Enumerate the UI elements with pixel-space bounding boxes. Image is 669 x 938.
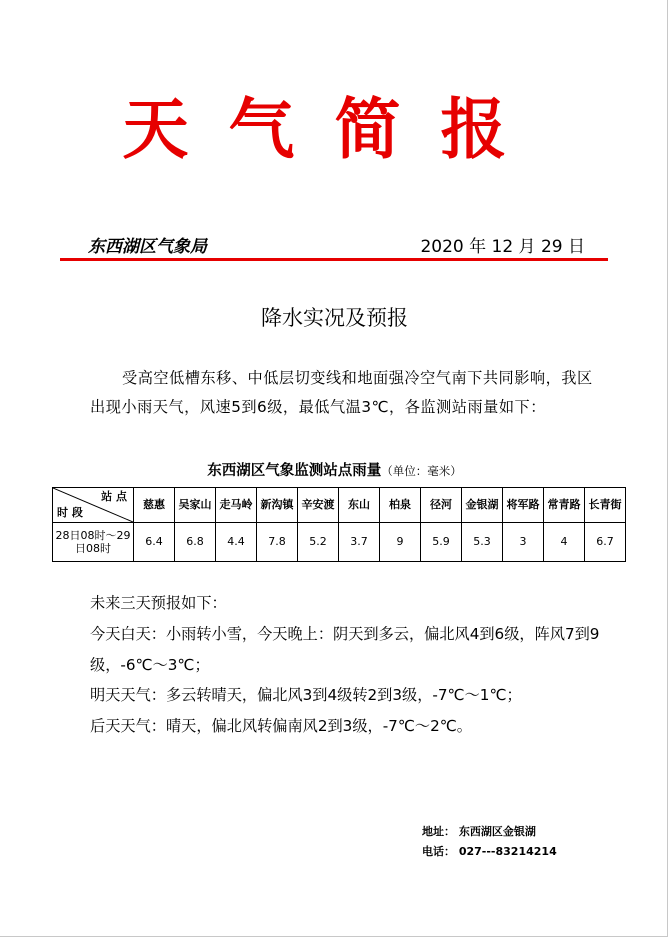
rainfall-value: 6.4 bbox=[134, 523, 175, 562]
rainfall-value: 4.4 bbox=[216, 523, 257, 562]
station-header: 长青街 bbox=[585, 488, 626, 523]
table-unit: （单位：毫米） bbox=[381, 464, 462, 478]
station-header: 走马岭 bbox=[216, 488, 257, 523]
rainfall-value: 9 bbox=[380, 523, 421, 562]
forecast-section bbox=[90, 588, 620, 742]
rainfall-value: 3 bbox=[503, 523, 544, 562]
contact-address: 地址： 东西湖区金银湖 bbox=[422, 825, 536, 838]
station-header: 新沟镇 bbox=[257, 488, 298, 523]
station-header: 常青路 bbox=[544, 488, 585, 523]
station-header: 吴家山 bbox=[175, 488, 216, 523]
red-divider bbox=[60, 258, 608, 261]
period-cell: 28日08时～29日08时 bbox=[53, 523, 134, 562]
rainfall-value: 3.7 bbox=[339, 523, 380, 562]
station-header: 金银湖 bbox=[462, 488, 503, 523]
table-row bbox=[53, 523, 626, 562]
table-caption bbox=[0, 459, 669, 480]
corner-period-label: 时 段 bbox=[57, 506, 83, 519]
contact-phone: 电话： 027---83214214 bbox=[422, 845, 557, 858]
forecast-day-after: 后天天气：晴天，偏北风转偏南风2到3级，-7℃～2℃。 bbox=[90, 717, 472, 736]
title-char: 简 bbox=[334, 90, 441, 168]
contact-block bbox=[422, 822, 557, 862]
station-header: 柏泉 bbox=[380, 488, 421, 523]
station-header: 径河 bbox=[421, 488, 462, 523]
section-title: 降水实况及预报 bbox=[261, 306, 408, 330]
table-header-row bbox=[53, 488, 626, 523]
rainfall-value: 6.7 bbox=[585, 523, 626, 562]
station-header: 慈惠 bbox=[134, 488, 175, 523]
rainfall-value: 4 bbox=[544, 523, 585, 562]
title-char: 气 bbox=[228, 90, 335, 168]
body-paragraph: 受高空低槽东移、中低层切变线和地面强冷空气南下共同影响，我区出现小雨天气，风速5到6级，最低气温3℃，各监测站雨量如下： bbox=[90, 369, 593, 416]
station-header: 将军路 bbox=[503, 488, 544, 523]
rainfall-table bbox=[52, 487, 626, 562]
forecast-today: 今天白天：小雨转小雪，今天晚上：阴天到多云，偏北风4到6级，阵风7到9级，-6℃～3℃； bbox=[90, 624, 600, 674]
title-char: 报 bbox=[440, 90, 547, 168]
table-caption-text: 东西湖区气象监测站点雨量 bbox=[207, 463, 382, 479]
forecast-tomorrow: 明天天气：多云转晴天，偏北风3到4级转2到3级，-7℃～1℃； bbox=[90, 686, 522, 705]
rainfall-value: 7.8 bbox=[257, 523, 298, 562]
forecast-intro: 未来三天预报如下： bbox=[90, 594, 227, 612]
main-title bbox=[0, 86, 669, 172]
issue-date: 2020 年 12 月 29 日 bbox=[420, 237, 585, 257]
station-header: 东山 bbox=[339, 488, 380, 523]
station-header: 辛安渡 bbox=[298, 488, 339, 523]
corner-station-label: 站 点 bbox=[101, 490, 127, 503]
title-char: 天 bbox=[122, 90, 229, 168]
issuer: 东西湖区气象局 bbox=[88, 237, 207, 257]
table-corner-cell bbox=[53, 488, 134, 523]
rainfall-value: 5.2 bbox=[298, 523, 339, 562]
rainfall-value: 6.8 bbox=[175, 523, 216, 562]
rainfall-value: 5.3 bbox=[462, 523, 503, 562]
rainfall-value: 5.9 bbox=[421, 523, 462, 562]
